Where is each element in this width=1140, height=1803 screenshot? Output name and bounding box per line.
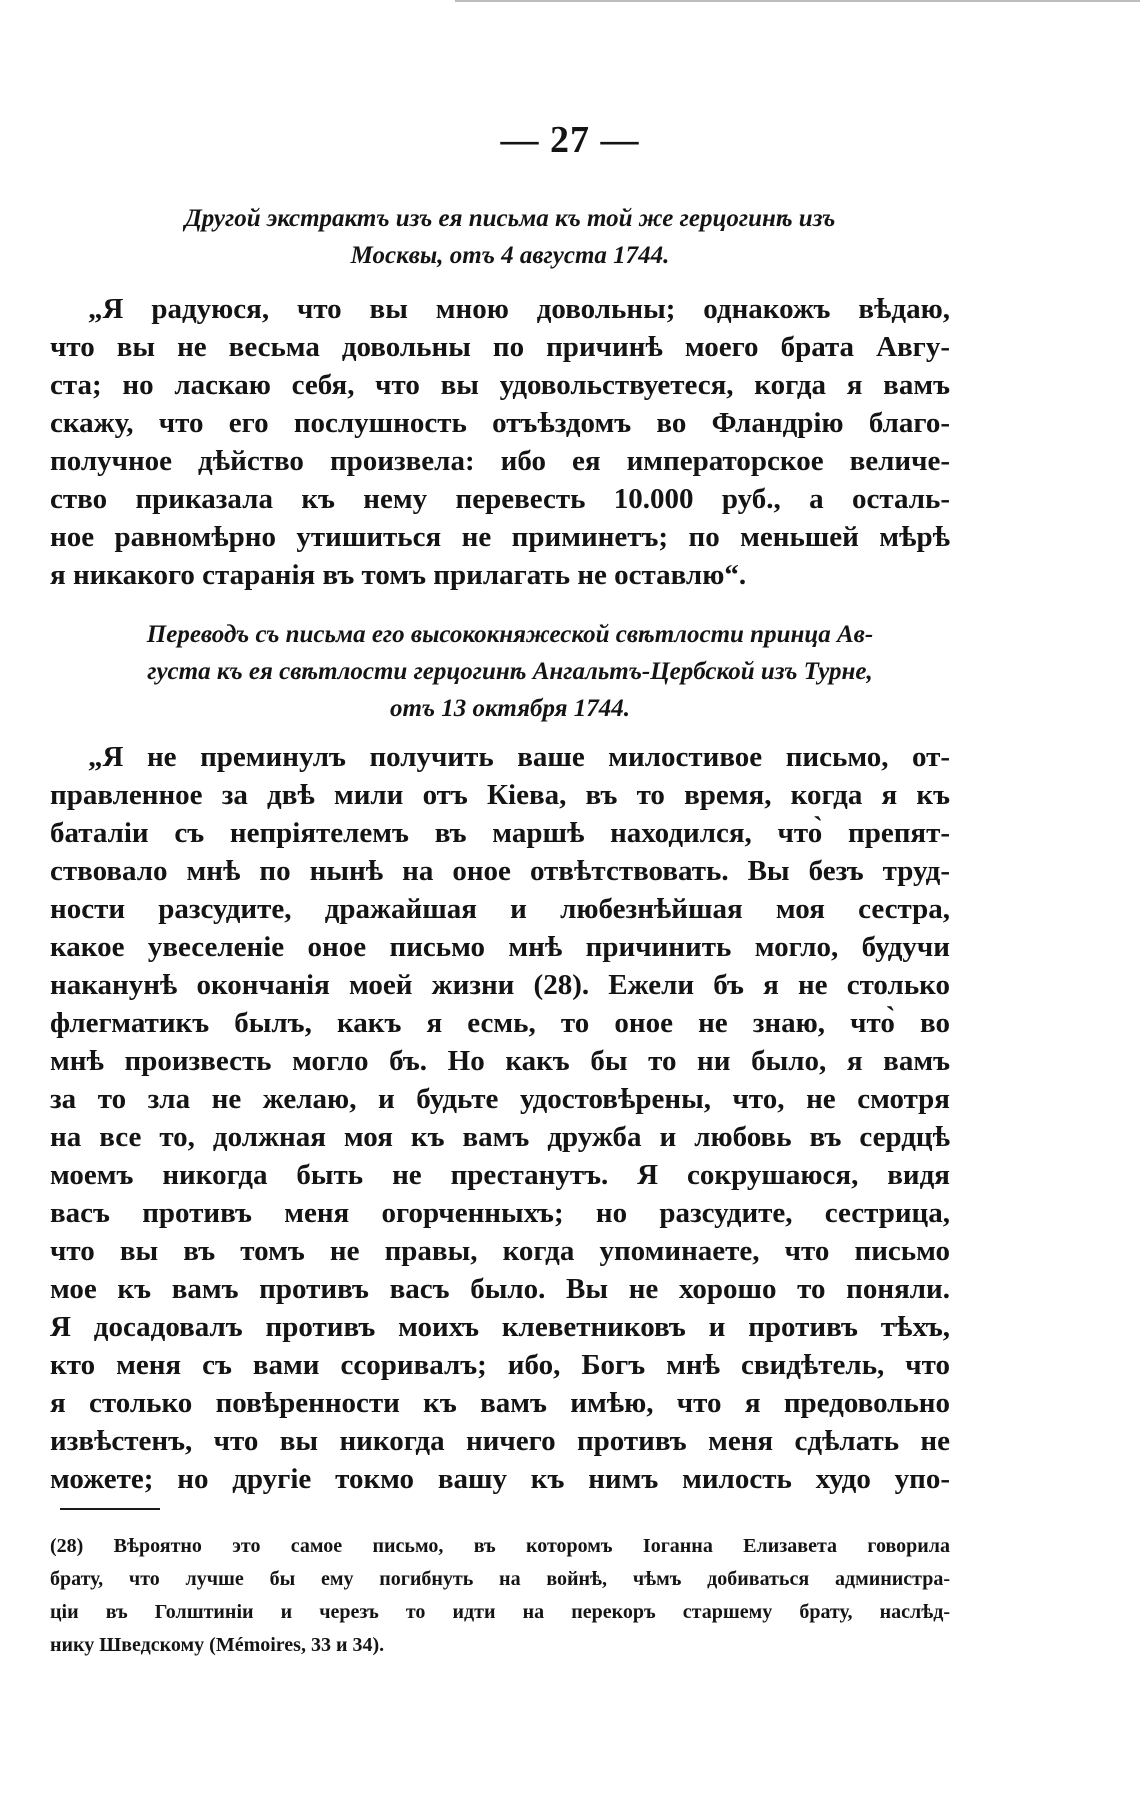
section1-heading <box>70 200 950 274</box>
body-line: наканунѣ окончанія моей жизни (28). Ежели бъ я не столько <box>50 969 950 1001</box>
body-line: „Я не преминулъ получить ваше милостивое письмо, от- <box>88 741 950 773</box>
body-line: баталіи съ непріятелемъ въ маршѣ находился, что̀ препят- <box>50 817 950 849</box>
body-line: извѣстенъ, что вы никогда ничего противъ меня сдѣлать не <box>50 1425 950 1457</box>
body-line: ное равномѣрно утишиться не приминетъ; по меньшей мѣрѣ <box>50 521 950 553</box>
section2-body <box>50 738 950 1498</box>
body-line: можете; но другіе токмо вашу къ нимъ милость худо упо- <box>50 1463 950 1495</box>
body-line: что вы не весьма довольны по причинѣ моего брата Авгу- <box>50 331 950 363</box>
body-line: Я досадовалъ противъ моихъ клеветниковъ и противъ тѣхъ, <box>50 1311 950 1343</box>
footnote-line: (28) Вѣроятно это самое письмо, въ которомъ Іоганна Елизавета говорила <box>50 1535 950 1557</box>
body-line: за то зла не желаю, и будьте удостовѣрены, что, не смотря <box>50 1083 950 1115</box>
footnote-line: брату, что лучше бы ему погибнуть на войнѣ, чѣмъ добиваться администра- <box>50 1568 950 1590</box>
heading-line: густа къ ея свѣтлости герцогинѣ Ангальтъ-Цербской изъ Турне, <box>147 658 873 685</box>
top-edge-line <box>455 0 1140 2</box>
body-line: флегматикъ былъ, какъ я есмь, то оное не знаю, что̀ во <box>50 1007 950 1039</box>
footnote-line: нику Шведскому (Mémoires, 33 и 34). <box>50 1634 385 1656</box>
heading-line: Переводъ съ письма его высококняжеской свѣтлости принца Ав- <box>146 621 874 648</box>
section1-body <box>50 290 950 594</box>
body-line: скажу, что его послушность отъѣздомъ во Фландрію благо- <box>50 407 950 439</box>
body-line: ста; но ласкаю себя, что вы удовольствуетеся, когда я вамъ <box>50 369 950 401</box>
body-line: кто меня съ вами ссоривалъ; ибо, Богъ мнѣ свидѣтель, что <box>50 1349 950 1381</box>
body-line: ствовало мнѣ по нынѣ на оное отвѣтствовать. Вы безъ труд- <box>50 855 950 887</box>
body-line: правленное за двѣ мили отъ Кіева, въ то время, когда я къ <box>50 779 950 811</box>
heading-line: Москвы, отъ 4 августа 1744. <box>350 242 670 269</box>
footnote-line: ціи въ Голштиніи и черезъ то идти на перекоръ старшему брату, наслѣд- <box>50 1601 950 1623</box>
body-line: на все то, должная моя къ вамъ дружба и любовь въ сердцѣ <box>50 1121 950 1153</box>
heading-line: отъ 13 октября 1744. <box>389 695 631 722</box>
body-line: какое увеселеніе оное письмо мнѣ причинить могло, будучи <box>50 931 950 963</box>
body-line: что вы въ томъ не правы, когда упоминаете, что письмо <box>50 1235 950 1267</box>
page-number: — 27 — <box>500 119 640 161</box>
body-line: я никакого старанія въ томъ прилагать не оставлю“. <box>50 559 747 591</box>
body-line: мнѣ произвесть могло бъ. Но какъ бы то ни было, я вамъ <box>50 1045 950 1077</box>
body-line: ности разсудите, дражайшая и любезнѣйшая моя сестра, <box>50 893 950 925</box>
body-line: мое къ вамъ противъ васъ было. Вы не хорошо то поняли. <box>50 1273 950 1305</box>
body-line: получное дѣйство произвела: ибо ея императорское величе- <box>50 445 950 477</box>
body-line: „Я радуюся, что вы мною довольны; однакожъ вѣдаю, <box>88 293 950 325</box>
body-line: ство приказала къ нему перевесть 10.000 руб., а осталь- <box>50 483 950 515</box>
section2-heading <box>70 616 950 727</box>
body-line: я столько повѣренности къ вамъ имѣю, что я предовольно <box>50 1387 950 1419</box>
body-line: васъ противъ меня огорченныхъ; но разсудите, сестрица, <box>50 1197 950 1229</box>
footnote <box>50 1530 950 1662</box>
footnote-divider <box>60 1508 160 1510</box>
body-line: моемъ никогда быть не престанутъ. Я сокрушаюся, видя <box>50 1159 950 1191</box>
heading-line: Другой экстрактъ изъ ея письма къ той же герцогинѣ изъ <box>184 205 836 232</box>
